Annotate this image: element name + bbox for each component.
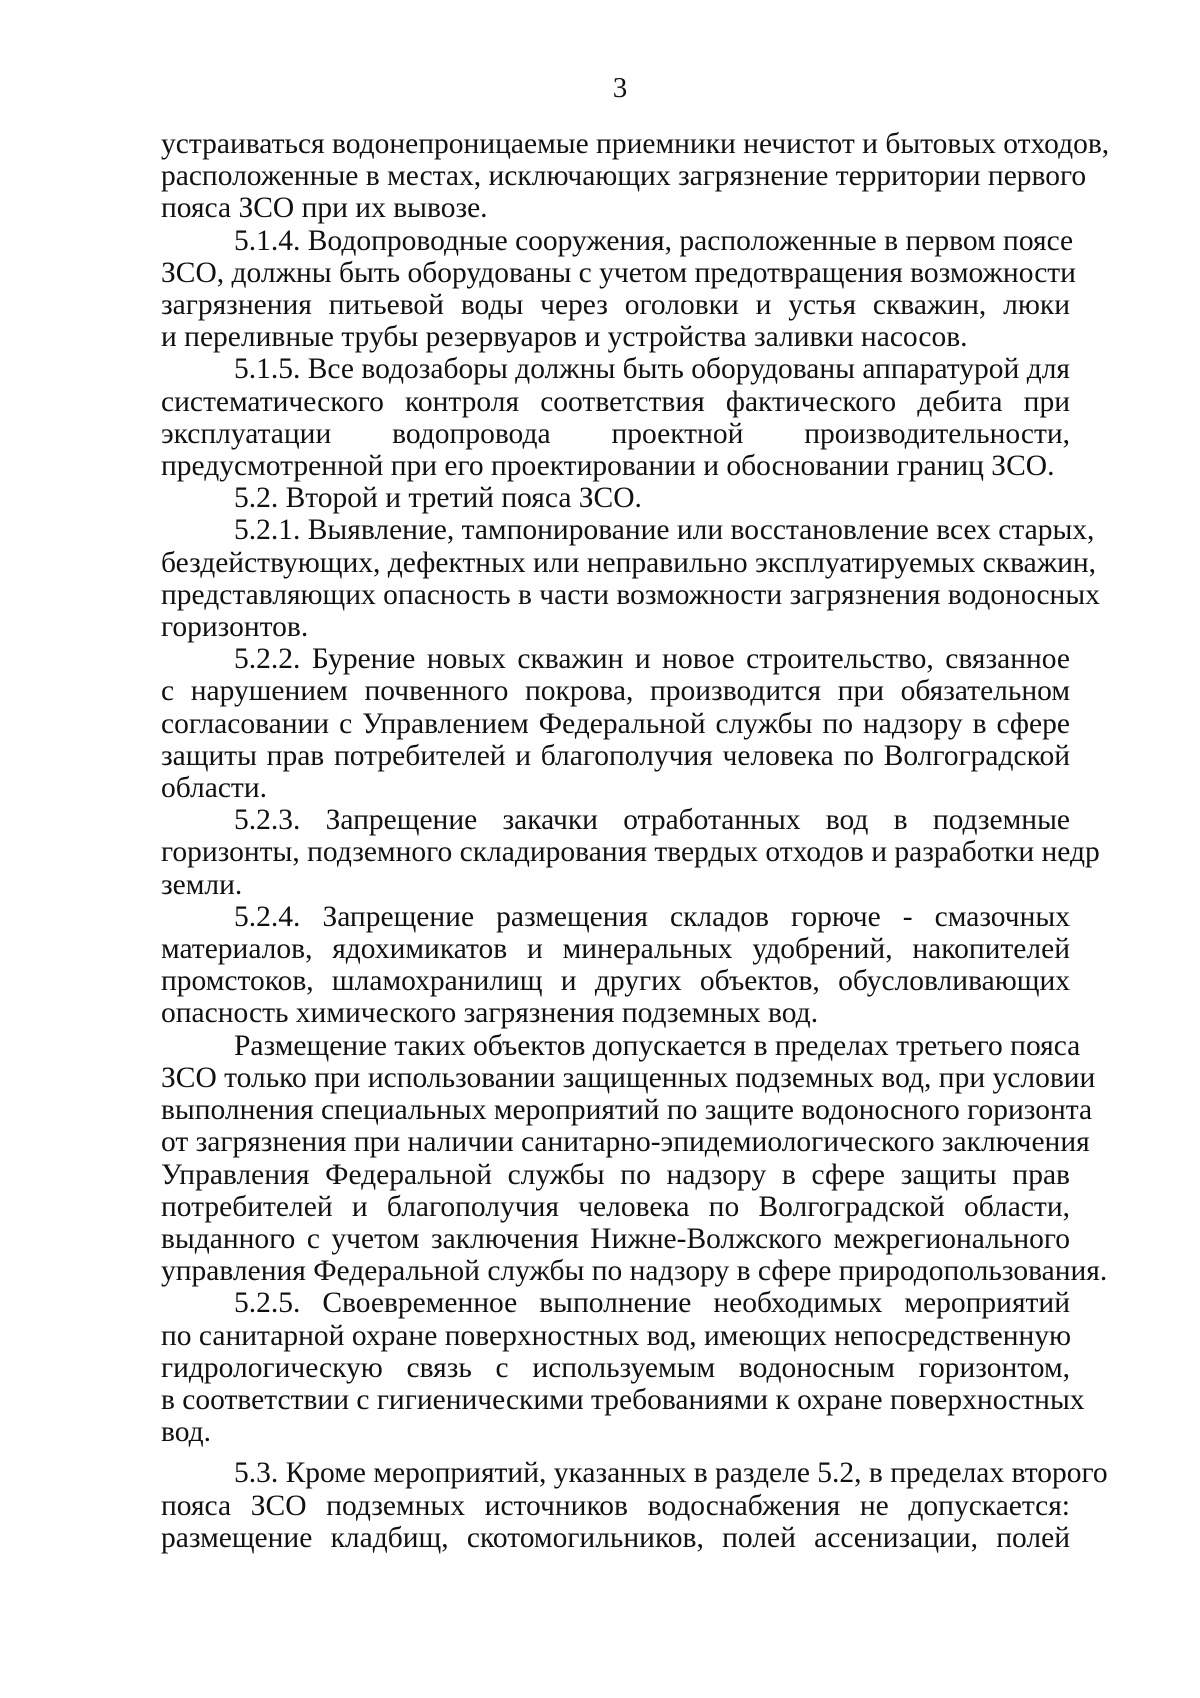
paragraph bbox=[161, 128, 1110, 225]
paragraph-line: управления Федеральной службы по надзору в сфере природопользования. bbox=[161, 1255, 1108, 1288]
paragraph bbox=[161, 1457, 1108, 1554]
paragraph bbox=[161, 482, 1070, 514]
paragraph-line: представляющих опасность в части возможности загрязнения водоносных bbox=[161, 578, 1100, 611]
paragraph bbox=[161, 1029, 1108, 1288]
paragraph-line: вод. bbox=[161, 1416, 212, 1449]
paragraph-line: устраиваться водонепроницаемые приемники нечистот и бытовых отходов, bbox=[161, 128, 1110, 160]
paragraph-line: ЗСО, должны быть оборудованы с учетом предотвращения возможности bbox=[161, 256, 1076, 289]
paragraph bbox=[161, 643, 1070, 804]
paragraph-line: по санитарной охране поверхностных вод, имеющих непосредственную bbox=[161, 1319, 1072, 1352]
paragraph bbox=[161, 804, 1100, 901]
paragraph-line: предусмотренной при его проектировании и обосновании границ ЗСО. bbox=[161, 450, 1055, 483]
paragraph-line: ЗСО только при использовании защищенных подземных вод, при условии bbox=[161, 1061, 1096, 1094]
paragraph-line: с нарушением почвенного покрова, производится при обязательном bbox=[161, 675, 1070, 708]
paragraph-line: 5.2.4. Запрещение размещения складов горюче - смазочных bbox=[234, 900, 1070, 933]
paragraph-line: потребителей и благополучия человека по Волгоградской области, bbox=[161, 1190, 1070, 1223]
paragraph-line: расположенные в местах, исключающих загрязнение территории первого bbox=[161, 160, 1087, 193]
page-number: 3 bbox=[612, 72, 628, 104]
paragraph bbox=[161, 901, 1070, 1030]
paragraph-line: 5.2.1. Выявление, тампонирование или восстановление всех старых, bbox=[234, 514, 1095, 547]
paragraph bbox=[161, 353, 1070, 482]
paragraph-line: и переливные трубы резервуаров и устройства заливки насосов. bbox=[161, 321, 968, 354]
paragraph-line: 5.2.5. Своевременное выполнение необходимых мероприятий bbox=[234, 1287, 1070, 1320]
paragraph-line: загрязнения питьевой воды через оголовки и устья скважин, люки bbox=[161, 289, 1070, 322]
paragraph-line: выполнения специальных мероприятий по защите водоносного горизонта bbox=[161, 1094, 1093, 1127]
paragraph-line: 5.2.2. Бурение новых скважин и новое строительство, связанное bbox=[234, 643, 1070, 676]
paragraph-line: защиты прав потребителей и благополучия человека по Волгоградской bbox=[161, 739, 1070, 772]
paragraph-line: бездействующих, дефектных или неправильно эксплуатируемых скважин, bbox=[161, 546, 1097, 579]
paragraph-gap bbox=[161, 1448, 1070, 1457]
paragraph-line: 5.2.3. Запрещение закачки отработанных вод в подземные bbox=[234, 804, 1070, 837]
paragraph-line: горизонты, подземного складирования твердых отходов и разработки недр bbox=[161, 836, 1100, 869]
paragraph-line: 5.3. Кроме мероприятий, указанных в разделе 5.2, в пределах второго bbox=[234, 1457, 1108, 1490]
paragraph-line: согласовании с Управлением Федеральной службы по надзору в сфере bbox=[161, 707, 1070, 740]
paragraph-line: земли. bbox=[161, 868, 243, 901]
paragraph bbox=[161, 224, 1076, 354]
paragraph-line: пояса ЗСО подземных источников водоснабжения не допускается: bbox=[161, 1489, 1070, 1522]
paragraph-line: 5.1.4. Водопроводные сооружения, расположенные в первом поясе bbox=[234, 224, 1074, 257]
paragraph-line: 5.1.5. Все водозаборы должны быть оборудованы аппаратурой для bbox=[234, 353, 1070, 386]
paragraph-line: Управления Федеральной службы по надзору в сфере защиты прав bbox=[161, 1158, 1070, 1191]
paragraph bbox=[161, 514, 1100, 644]
paragraph-line: Размещение таких объектов допускается в пределах третьего пояса bbox=[234, 1029, 1081, 1062]
document-body bbox=[161, 128, 1110, 1554]
paragraph-line: 5.2. Второй и третий пояса ЗСО. bbox=[234, 482, 642, 515]
paragraph-line: опасность химического загрязнения подземных вод. bbox=[161, 997, 819, 1030]
paragraph-line: от загрязнения при наличии санитарно-эпидемиологического заключения bbox=[161, 1126, 1090, 1159]
paragraph-line: выданного с учетом заключения Нижне-Волжского межрегионального bbox=[161, 1222, 1070, 1255]
paragraph-line: области. bbox=[161, 772, 267, 805]
paragraph-line: систематического контроля соответствия фактического дебита при bbox=[161, 385, 1070, 418]
paragraph-line: промстоков, шламохранилищ и других объектов, обусловливающих bbox=[161, 965, 1070, 998]
paragraph-line: в соответствии с гигиеническими требованиями к охране поверхностных bbox=[161, 1383, 1085, 1416]
paragraph-line: эксплуатации водопровода проектной производительности, bbox=[161, 417, 1070, 450]
paragraph-line: материалов, ядохимикатов и минеральных удобрений, накопителей bbox=[161, 933, 1070, 966]
paragraph-line: горизонтов. bbox=[161, 611, 309, 644]
paragraph-line: пояса ЗСО при их вывозе. bbox=[161, 192, 488, 225]
paragraph-line: размещение кладбищ, скотомогильников, полей ассенизации, полей bbox=[161, 1521, 1070, 1554]
paragraph bbox=[161, 1287, 1085, 1449]
paragraph-line: гидрологическую связь с используемым водоносным горизонтом, bbox=[161, 1351, 1070, 1384]
